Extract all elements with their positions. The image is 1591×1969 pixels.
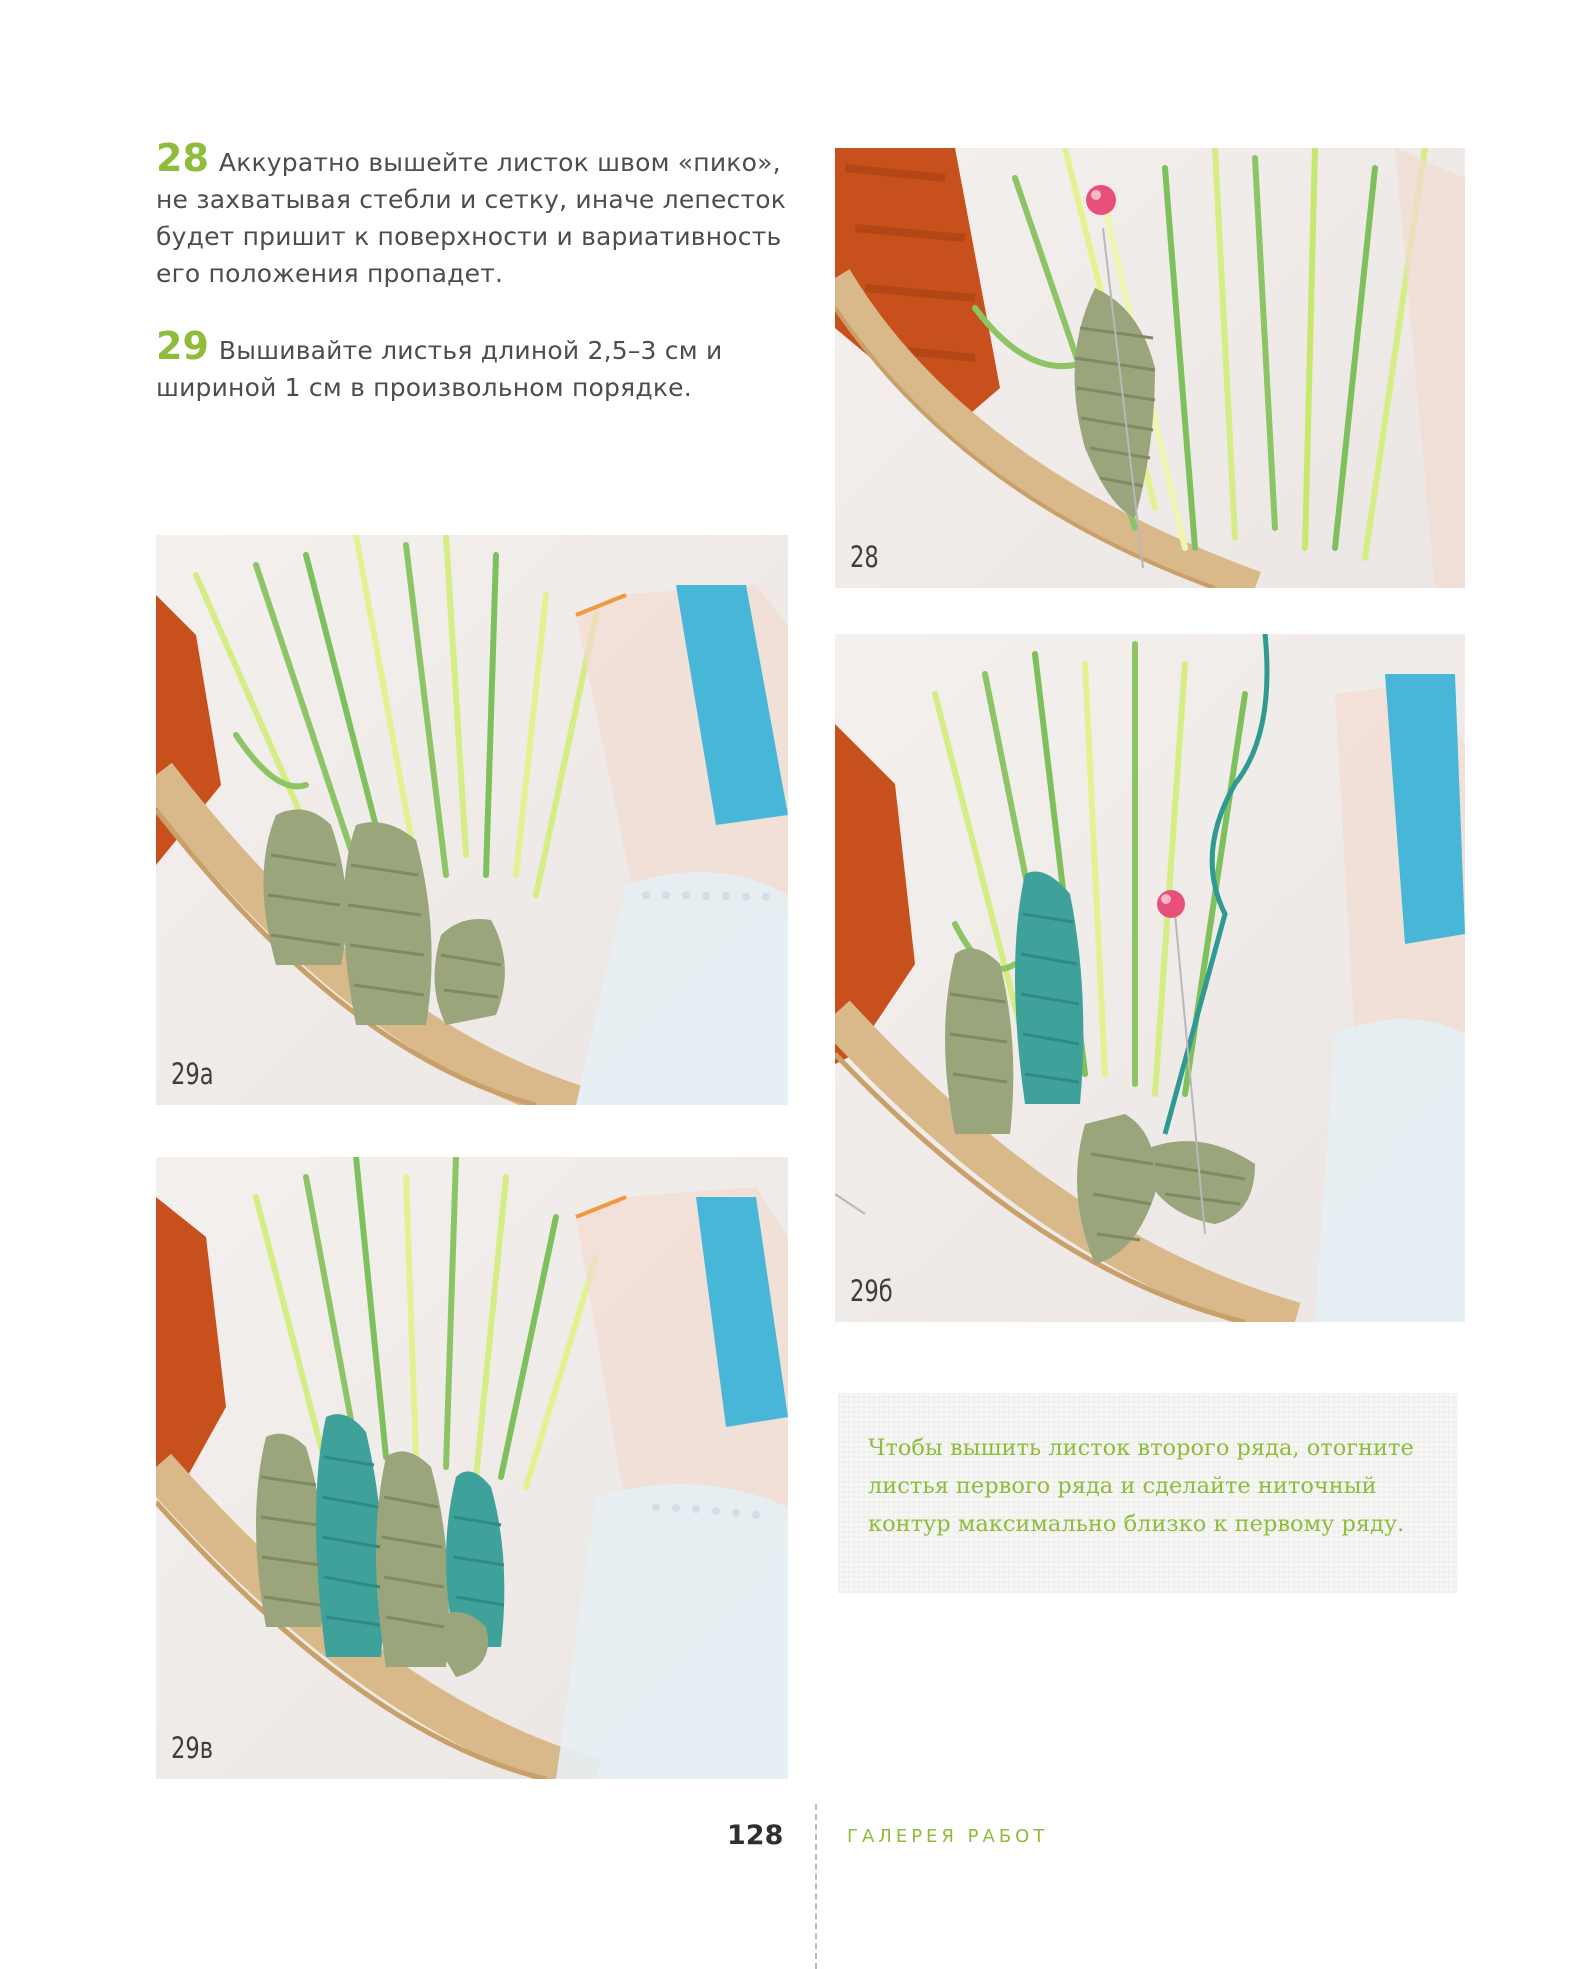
step-text: Аккуратно вышейте листок швом «пико», не захватывая стебли и сетку, иначе лепесток будет пришит к поверхности и вариативность его положения пропадет. bbox=[156, 148, 787, 288]
step-number: 28 bbox=[156, 136, 209, 180]
step-29 bbox=[156, 324, 796, 406]
photo-caption: 29в bbox=[171, 1731, 214, 1765]
embroidery-photo bbox=[835, 634, 1465, 1322]
page-number: 128 bbox=[727, 1820, 784, 1851]
footer-divider bbox=[815, 1804, 817, 1969]
photo-29v bbox=[156, 1157, 788, 1779]
photo-29b bbox=[835, 634, 1465, 1322]
tip-note bbox=[838, 1393, 1458, 1593]
photo-28 bbox=[835, 148, 1465, 588]
step-28 bbox=[156, 136, 796, 292]
embroidery-photo bbox=[156, 1157, 788, 1779]
photo-29a bbox=[156, 535, 788, 1105]
step-text: Вышивайте листья длиной 2,5–3 см и шириной 1 см в произвольном порядке. bbox=[156, 336, 723, 402]
section-title: ГАЛЕРЕЯ РАБОТ bbox=[847, 1826, 1049, 1847]
step-number: 29 bbox=[156, 324, 209, 368]
photo-caption: 29б bbox=[850, 1274, 893, 1308]
photo-caption: 28 bbox=[850, 540, 879, 574]
embroidery-photo bbox=[835, 148, 1465, 588]
embroidery-photo bbox=[156, 535, 788, 1105]
tip-note-text: Чтобы вышить листок второго ряда, отогните листья первого ряда и сделайте ниточный контур максимально близко к первому ряду. bbox=[868, 1435, 1414, 1537]
photo-caption: 29а bbox=[171, 1057, 214, 1091]
